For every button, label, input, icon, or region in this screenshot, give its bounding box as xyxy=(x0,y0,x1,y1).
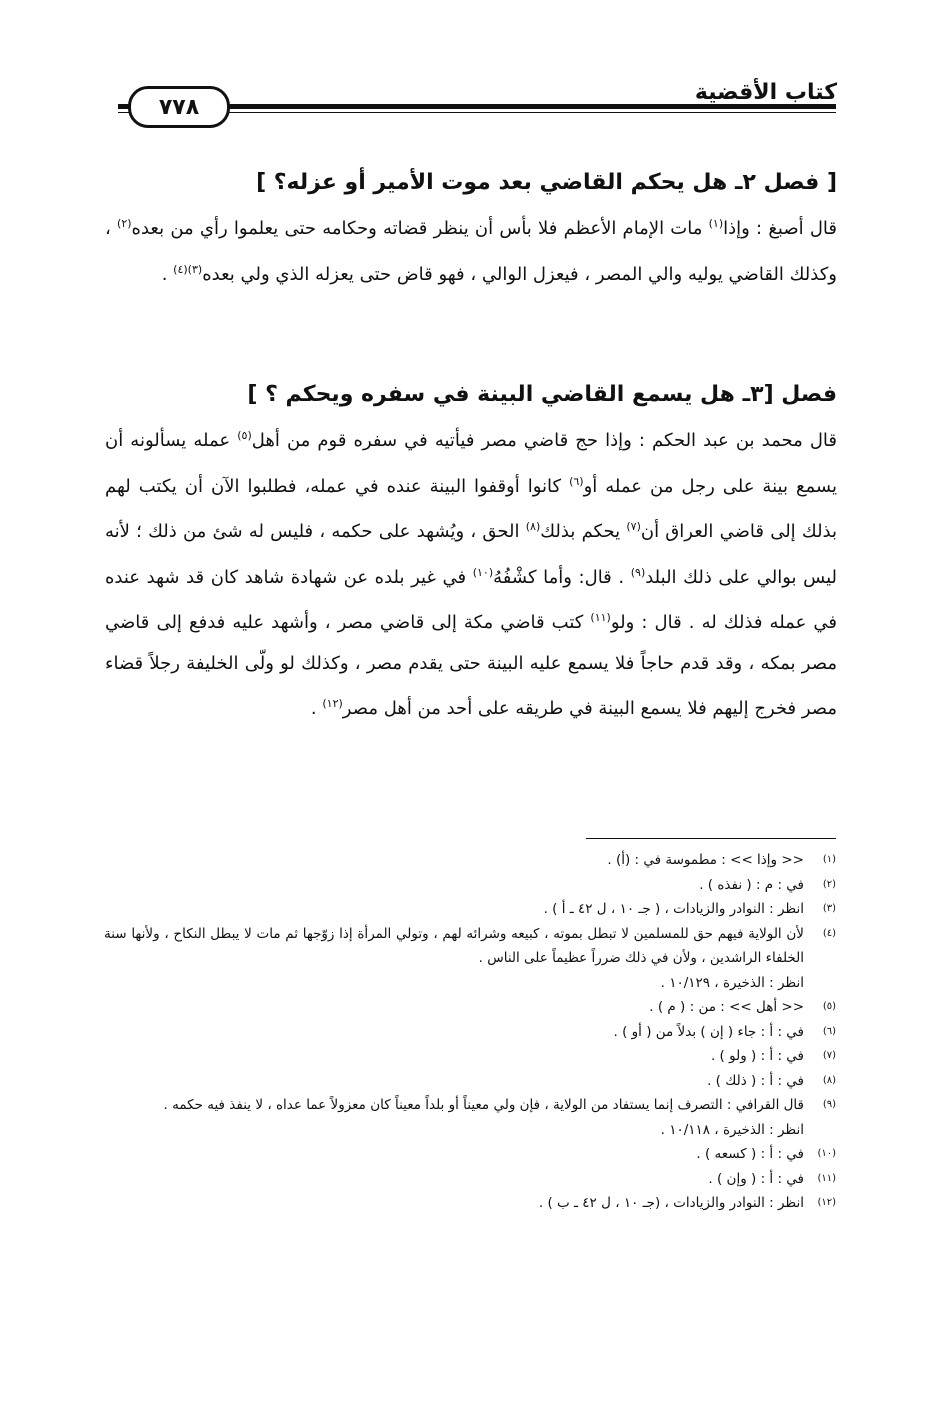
footnote-item xyxy=(104,848,836,873)
footnote-number: (١١) xyxy=(817,1172,836,1184)
footnote-number: (٩) xyxy=(822,1099,836,1110)
section-2-title: فصل [٣ـ هل يسمع القاضي البينة في سفره ويحكم ؟ ] xyxy=(247,382,837,407)
footnote-line: في : أ : جاء ( إن ) بدلاً من ( أو ) . xyxy=(613,1023,804,1040)
footnote-number: (٨) xyxy=(822,1074,836,1086)
footnote-item xyxy=(104,1020,836,1045)
footnote-number: (٧) xyxy=(822,1050,836,1061)
footnote-ref: (٩) xyxy=(630,565,646,579)
footnote-item xyxy=(104,1069,836,1094)
page-number: ٧٧٨ xyxy=(128,86,230,128)
footnote-ref: (٧) xyxy=(626,520,641,533)
footnote-text xyxy=(104,1093,804,1142)
footnote-line: في : أ : ( كسعه ) . xyxy=(696,1146,804,1162)
footnote-item xyxy=(104,1044,836,1069)
footnote-separator xyxy=(586,838,836,839)
section-1-title: [ فصل ٢ـ هل يحكم القاضي بعد موت الأمير أو عزله؟ ] xyxy=(256,170,837,195)
footnote-text xyxy=(104,1167,804,1192)
footnote-item xyxy=(104,873,836,898)
footnote-line: لأن الولاية فيهم حق للمسلمين لا تبطل بموته ، كبيعه وشرائه لهم ، وتولي المرأة إذا زوّجها ثم مات لا يبطل النكاح ، ولأنها سنة الخلفاء الراشدين ، ولأن في ذلك ضرراً عظيماً على الناس . xyxy=(104,925,804,966)
section-1 xyxy=(105,166,837,295)
footnote-text xyxy=(104,922,804,996)
section-2 xyxy=(105,378,837,730)
footnote-text xyxy=(104,995,804,1020)
footnote-line: قال القرافي : التصرف إنما يستفاد من الولاية ، فإن ولي معيناً أو بلداً معيناً كان معزولاً عما عداه ، لا ينفذ فيه حكمه . xyxy=(163,1097,804,1113)
footnotes xyxy=(104,848,836,1216)
footnote-item xyxy=(104,1191,836,1216)
footnote-line: في : أ : ( ذلك ) . xyxy=(707,1072,804,1089)
footnote-number: (١٢) xyxy=(817,1197,836,1208)
footnote-number: (٦) xyxy=(822,1025,836,1037)
footnote-line: انظر : النوادر والزيادات ، (جـ ١٠ ، ل ٤٢ ـ ب ) . xyxy=(538,1195,804,1211)
footnote-ref: (٥) xyxy=(237,429,252,442)
footnote-number: (٥) xyxy=(822,1001,836,1012)
footnote-item xyxy=(104,897,836,922)
footnote-text xyxy=(104,1069,804,1094)
footnote-ref: (٣)(٤) xyxy=(173,262,203,276)
footnote-number: (٢) xyxy=(822,878,836,890)
footnote-item xyxy=(104,1142,836,1167)
footnote-ref: (١٠) xyxy=(472,565,494,579)
footnote-text xyxy=(104,873,804,898)
footnote-text xyxy=(104,1020,804,1045)
footnote-item xyxy=(104,995,836,1020)
footnote-ref: (٦) xyxy=(569,474,584,488)
footnote-text xyxy=(104,848,804,873)
footnote-line: << أهل >> : من : ( م ) . xyxy=(649,999,804,1015)
footnote-item xyxy=(104,1167,836,1192)
footnote-ref: (١) xyxy=(708,217,724,230)
footnote-ref: (١٢) xyxy=(322,697,343,710)
section-2-text: قال محمد بن عبد الحكم : وإذا حج قاضي مصر فيأتيه في سفره قوم من أهل$^{(٥)}$ عمله يسألونه أن يسمع بينة على رجل من عمله أو$^{(٦)}$ كانوا أوقفوا البينة عنده في عمله، فطلبوا الآن أن يكتب لهم بذلك إلى قاضي العراق أن$^{(٧)}$ يحكم بذلك$^{(٨)}$ الحق ، ويُشهد على حكمه ، فليس له شئ من ذلك ؛ لأنه ليس بوالي على ذلك البلد$^{(٩)}$ . قال: وأما كشْفُهُ$^{(١٠)}$ في غير بلده عن شهادة شاهد كان قد شهد عنده في عمله فذلك له . قال : ولو$^{(١١)}$ كتب قاضي مكة إلى قاضي مصر ، وأشهد عليه فدفع إلى قاضي مصر بمكه ، وقد قدم حاجاً فلا يسمع عليه البينة حتى يقدم مصر ، وكذلك لو ولّى الخليفة رجلاً قضاء مصر فخرج إليهم فلا يسمع البينة في طريقه على أحد من أهل مصر$^{(١٢)}$ . xyxy=(105,429,838,719)
footnote-line: انظر : الذخيرة ، ١٠/١٢٩ . xyxy=(660,974,804,991)
footnote-line: انظر : النوادر والزيادات ، ( جـ ١٠ ، ل ٤٢ ـ أ ) . xyxy=(543,901,804,917)
footnote-text xyxy=(104,897,804,922)
footnote-text xyxy=(104,1191,804,1216)
footnote-line: << وإذا >> : مطموسة في : (أ) . xyxy=(607,852,804,868)
footnote-ref: (١١) xyxy=(590,611,611,624)
footnote-number: (١) xyxy=(822,854,836,865)
footnote-line: في : م : ( نفذه ) . xyxy=(699,876,804,893)
footnote-number: (١٠) xyxy=(817,1148,836,1159)
section-1-text: قال أصبغ : وإذا$^{(١)}$ مات الإمام الأعظم فلا بأس أن ينظر قضاته وحكامه حتى يعلموا رأي من بعده$^{(٢)}$ ، وكذلك القاضي يوليه والي المصر ، فيعزل الوالي ، فهو قاض حتى يعزله الذي ولي بعده$^{(٣)(٤)}$ . xyxy=(105,217,838,285)
footnote-number: (٤) xyxy=(822,927,836,939)
footnote-ref: (٨) xyxy=(525,520,541,533)
footnote-item xyxy=(104,922,836,996)
footnote-line: في : أ : ( ولو ) . xyxy=(710,1048,804,1064)
footnote-text xyxy=(104,1142,804,1167)
footnote-ref: (٢) xyxy=(117,217,132,230)
running-title: كتاب الأقضية xyxy=(694,80,837,105)
footnote-item xyxy=(104,1093,836,1142)
footnote-text xyxy=(104,1044,804,1069)
footnote-number: (٣) xyxy=(822,903,836,914)
footnote-line: انظر : الذخيرة ، ١٠/١١٨ . xyxy=(660,1121,804,1138)
footnote-line: في : أ : ( وإن ) . xyxy=(708,1170,804,1187)
